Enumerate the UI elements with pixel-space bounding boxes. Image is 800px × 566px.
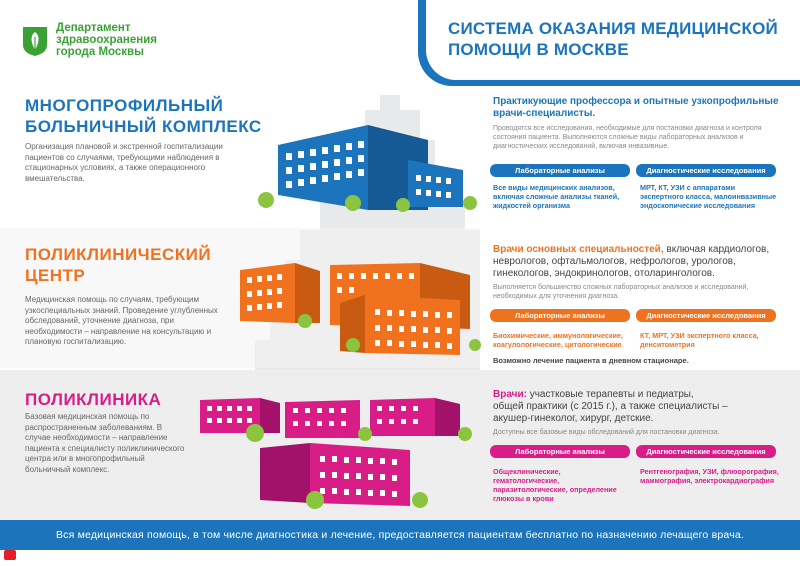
polyclinic-center-lab-text: Биохимические, иммунологические, коагулологические, цитологические xyxy=(493,331,623,349)
polyclinic-center-building-illustration xyxy=(235,255,485,365)
page-title: СИСТЕМА ОКАЗАНИЯ МЕДИЦИНСКОЙ ПОМОЩИ В МОСКВЕ xyxy=(448,19,778,59)
hospital-lab-text: Все виды медицинских анализов, включая сложные анализы тканей, жидкостей организма xyxy=(493,183,620,210)
hospital-title: МНОГОПРОФИЛЬНЫЙ БОЛЬНИЧНЫЙ КОМПЛЕКС xyxy=(25,96,262,136)
logo-line-1: Департамент xyxy=(56,22,131,34)
polyclinic-center-subtext: Выполняется большинство сложных лабораторных анализов и исследований, необходимых для уточнения диагноза. xyxy=(493,284,749,300)
polyclinic-center-diag-text: КТ, МРТ, УЗИ экспертного класса, денситометрия xyxy=(640,331,759,349)
logo-line-2: здравоохранения xyxy=(56,34,158,46)
polyclinic-doctors-heading: Врачи: участковые терапевты и педиатры, общей практики (с 2015 г.), а также специалисты – акушер-гинеколог, хирург, детские. xyxy=(493,389,728,424)
polyclinic-title: ПОЛИКЛИНИКА xyxy=(25,390,162,409)
footer-banner xyxy=(0,520,800,550)
department-logo xyxy=(20,22,157,58)
polyclinic-diag-badge: Диагностические исследования xyxy=(636,445,776,458)
hospital-description: Организация плановой и экстренной госпитализации пациентов со случаями, требующими наблюдения в стационарных условиях, а также операционного вмешательства. xyxy=(25,142,223,183)
polyclinic-lab-badge: Лабораторные анализы xyxy=(490,445,630,458)
header-banner xyxy=(418,0,800,86)
hospital-building-illustration xyxy=(258,115,480,215)
polyclinic-center-description: Медицинская помощь по случаям, требующим узкоспециальных знаний. Проведение углубленных обследований, уточнение диагноза, при необходимости – направление на консультацию и плановую госпитализацию. xyxy=(25,295,218,346)
polyclinic-lab-text: Общеклинические, гематологические, паразитологические, определение глюкозы в крови xyxy=(493,467,617,503)
polyclinic-diag-text: Рентгенография, УЗИ, флюорография, маммография, электрокардиография xyxy=(640,467,779,485)
logo-line-3: города Москвы xyxy=(56,46,144,58)
polyclinic-center-lab-badge: Лабораторные анализы xyxy=(490,309,630,322)
day-hospital-note: Возможно лечение пациента в дневном стационаре. xyxy=(493,356,689,365)
polyclinic-building-illustration xyxy=(195,388,490,518)
hospital-subtext: Проводятся все исследования, необходимые для постановки диагноза и контроля состояния пациента. Выполняются сложные виды лабораторных анализов и диагностических исследований, включая инвазивные. xyxy=(493,125,762,150)
polyclinic-center-diag-badge: Диагностические исследования xyxy=(636,309,776,322)
leaf-emblem-icon xyxy=(20,23,50,57)
hospital-doctors-heading: Практикующие профессора и опытные узкопрофильные врачи-специалисты. xyxy=(493,96,779,119)
polyclinic-description: Базовая медицинская помощь по распространенным заболеваниям. В случае необходимости – направление пациента к специалисту поликлинического центра или в многопрофильный больничный комплекс. xyxy=(25,412,185,474)
polyclinic-subtext: Доступны все базовые виды обследований для постановки диагноза. xyxy=(493,429,720,436)
hospital-diag-text: МРТ, КТ, УЗИ с аппаратами экспертного класса, малоинвазивные эндоскопические исследования xyxy=(640,183,777,210)
polyclinic-center-title: ПОЛИКЛИНИЧЕСКИЙ ЦЕНТР xyxy=(25,245,212,285)
footer-text: Вся медицинская помощь, в том числе диагностика и лечение, предоставляется пациентам бесплатно по назначению лечащего врача. xyxy=(55,529,745,541)
hospital-lab-badge: Лабораторные анализы xyxy=(490,164,630,177)
polyclinic-center-doctors-heading: Врачи основных специальностей, включая кардиологов, неврологов, офтальмологов, нефрологов, урологов, гинекологов, эндокринологов, отоларингологов. xyxy=(493,244,770,279)
hospital-diag-badge: Диагностические исследования xyxy=(636,164,776,177)
corner-badge-icon xyxy=(4,550,16,560)
